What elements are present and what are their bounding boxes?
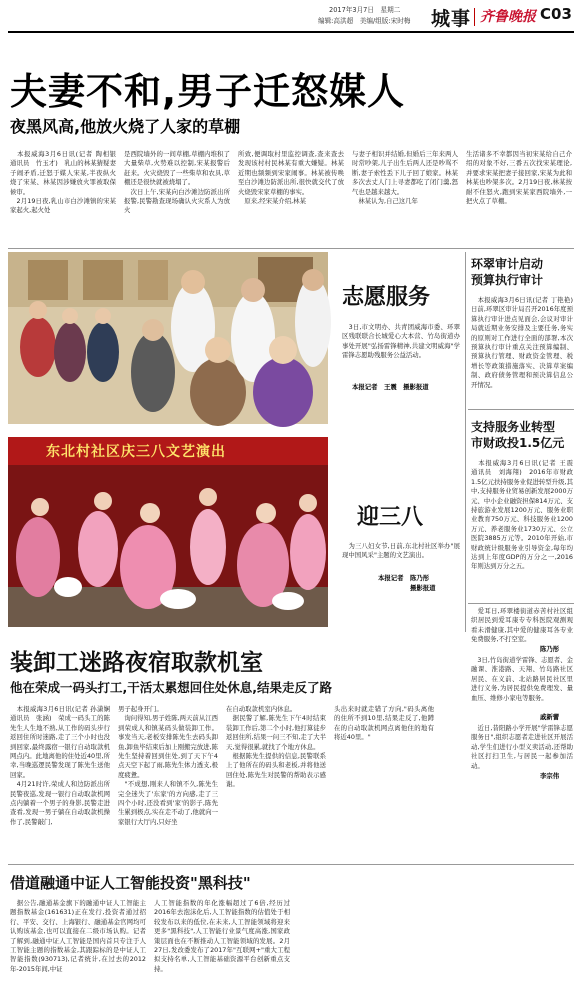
story1-col2: 是西院墙外的一间草棚,草棚内堆积了大量柴草,火势难以控制,宋某报警后赶来。火灾烧毁了一些柴草和农具,草棚还是很快就被烧塌了。 次日上午,宋某向白沙滩边防派出所报警,民警勘查现场确认火灾系人为放火	[124, 150, 230, 215]
masthead-rule	[8, 31, 574, 33]
page-number: C03	[540, 5, 572, 23]
story1-col4: 与妻子相识并结婚,但婚后三年来两人时常吵架,儿子出生后两人还是吵骂不断,妻子索性丢下儿子回了娘家。林某多次去丈人门上寻妻都吃了闭门羹,怒气也是越来越大。 林某认为,自己这几年	[352, 150, 458, 206]
story4-subhead: 他在荣成一码头打工,干活太累想回住处休息,结果走反了路	[10, 680, 332, 695]
story3-credit2: 摄影报道	[410, 584, 436, 592]
story5-col2: 人工智能指数的年化涨幅超过了6倍,经历过2016年去泡沫化后,人工智能指数的估值处于相较发布以来的低位,在未来,人工智能领域将迎来更多"黑科技",人工智能行业景气度高涨,国家政策层面也在不断推动人工智能领域的发展。2月27日,发改委发布了2017年"互联网+"重大工程拟支持名单,人工智能基础资源平台创新重点支持。	[154, 899, 290, 973]
right-col-divider	[465, 252, 466, 632]
story2-caption: 3日,市文明办、共青团威海市委、环翠区残联联合长城爱心大本营、竹岛街道办事处开展"弘扬雷锋精神,共建文明威海"学雷锋志愿助残服务公益活动。	[342, 323, 460, 360]
dance-photo	[8, 437, 328, 627]
story4-col4: 头出来时就走错了方向,"码头离他的住所不到10里,结果走反了,他蹲在的自动取款机网点离他住的地有将近40里。"	[334, 705, 434, 742]
story1-col3: 所致,便调取村里监控调查,查来查去发现该村村民林某有重大嫌疑。林某近期也频频到宋家闹事。林某被传唤至白沙滩边防派出所,很快就交代了放火烧毁宋家草棚的事实。 原来,经宋某介绍,林某	[238, 150, 344, 206]
right-c-body: 爱耳日,环翠楼街道赤苦村社区组织居民到爱耳康专专科医院观测观看未滑健康,其中爱的健康耳各专业免费服务,不打空室。	[471, 607, 573, 644]
right-c-body2: 3日,竹岛街道学雷锋、志愿者、金融课、淮港路、天翔、竹岛路社区居民、在义前、北站路居民社区里进行义务,为居民提供免费理发、量血压、维修小家电等服务。	[471, 656, 573, 702]
story4-col1: 本报威海3月6日讯(记者 孙潇娴 通讯员 张涵) 荣成一码头工的陈先生人生地不熟,从工作的码头步行返回住所时迷路,走了三个小时也没到回家,最终露宿一银行自动取款机网点内。此地离他的住处近40里,所幸,当晚巡逻民警发现了陈先生送他回家。 4月21时许,荣成人和边防派出所民警夜巡,发现一银行自动取款机网点内躺着一个男子的身影,民警走进查看,发现一男子躺在自动取款机操作了,民警敲门,	[10, 705, 110, 826]
story1-col5: 生活诸多不幸都因当初宋某给自己介绍的对象不好,三番五次找宋某理论,并要求宋某把妻子接回家,宋某为此和林某也吵架多次。2月19日夜,林某按耐不住怒火,跑到宋某家西院墙外,一把火点了草棚。	[466, 150, 572, 206]
right-c-credit2: 戚新蕾	[540, 713, 560, 721]
dance-banner-text: 东北村社区庆三八文艺演出	[46, 444, 226, 460]
story3-caption: 为三八妇女节,日前,东北村社区举办"展现中国风采"主题的文艺演出。	[342, 542, 460, 560]
right-b-headline-1: 支持服务业转型	[471, 420, 556, 434]
story1-headline: 夫妻不和,男子迁怒媒人	[10, 70, 406, 113]
story2-credit: 本报记者 王震 摄影报道	[352, 383, 429, 391]
story5-headline: 借道融通中证人工智能投资"黑科技"	[10, 874, 251, 892]
right-a-rule	[468, 409, 574, 410]
story4-bottom-rule	[8, 864, 574, 865]
story3-headline: 迎三八	[357, 505, 424, 530]
right-c-credit3: 李宗伟	[540, 772, 560, 780]
right-c-credit: 陈乃彤	[540, 645, 560, 653]
story1-bottom-rule	[8, 248, 574, 249]
right-b-body: 本报威海3月6日讯(记者 王震 通讯员 刘海翔) 2016年市财政1.5亿元扶持服务业促进转型升级,其中,支持服务业贸易创新发展2000万元、中小企业融资担保814万元、支持旅游业发展1200万元、服务业职业教育750万元、科技服务业1200万元、养老服务业1730万元、公立医院3885万元等。2010年开始,市财政统计级服务业引导资金,每年均达到上年度GDP的万分之一,2016年则达到万分之五。	[471, 459, 580, 571]
story4-col2: 男子起身开门。 询问得知,男子姓陈,两天前从江西到荣成人和镇某码头做装卸工作。事发当天,老板安排陈先生去码头卸鱼,卸鱼毕结束后加上刚搬完放进,陈先生坚持着回到住处,到了天下午4点天空下起了雨,陈先生体力透支,极度疲惫。 "不成想,刚来人和镇不久,陈先生完全迷失了'东家'的方向感,走了三四个小时,还没看到'家'的影子,陈先生累到极点,实在走不动了,他就向一家银行大厅内,只好坐	[118, 705, 218, 826]
story5-col1: 据公告,融通基金旗下的融通中证人工智能主题指数基金(161631)正在发行,投资者通过招行、平安、交行、上海银行、融通基金官网均可认购该基金,也可以直接在二级市场认购。记者了解到,融通中证人工智能是国内首只专注于人工智能主题的指数基金,其跟踪标的是中证人工智能指数(930713),记者统计,在过去的2012年-2015年间,中证	[10, 899, 146, 973]
right-b-headline-2: 市财政投1.5亿元	[471, 436, 565, 450]
right-a-headline-2: 预算执行审计	[471, 273, 544, 287]
story2-headline: 志愿服务	[342, 285, 431, 310]
editors-line: 编辑:高洪超 美编/组版:宋时梅	[318, 17, 411, 25]
right-a-headline-1: 环翠审计启动	[471, 257, 544, 271]
story1-subhead: 夜黑风高,他放火烧了人家的草棚	[10, 117, 241, 136]
date-line: 2017年3月7日 星期二	[329, 6, 401, 14]
right-c-body3: 近日,昔阳路小学开展"学雷锋志愿服务日",组织志愿者走进社区开展活动,学生们进行小型义卖活动,还帮助社区打扫卫生,与居民一起参加活动。	[471, 724, 573, 770]
section-divider	[474, 8, 475, 26]
right-b-rule	[468, 603, 574, 604]
paper-name-logo: 齐鲁晚报	[480, 9, 536, 25]
story4-col3: 在自动取款机室内休息。 据民警了解,陈先生下午4时结束装卸工作后,第二个小时,他打算徒步返回住所,结果一问三不知,走了大半天,觉得很累,就找了个地方休息。 根据陈先生提供的信息,民警联系上了他所在的码头和老板,并将他送回住处,陈先生对民警的帮助表示感谢。	[226, 705, 326, 789]
story3-credit1: 本报记者 陈乃彤	[378, 574, 430, 582]
volunteer-photo	[8, 252, 328, 424]
story1-col1: 本报威海3月6日讯(记者 陶相银 通讯员 竹玉才) 乳山的林某猜疑妻子闹矛盾,迁怒于媒人宋某,半夜纵火烧了宋某、林某因涉嫌放火罪被取保候审。 2月19日夜,乳山市白沙滩镇的宋某家起火,起火处	[10, 150, 116, 215]
story4-headline: 装卸工迷路夜宿取款机室	[10, 650, 263, 676]
right-a-body: 本报威海3月6日讯(记者 丁艳艳) 日前,环翠区审计局召开2016年度预算执行审计进点见面会,会议对审计局就近期业务安排及主要任务,务实的原则对工作进行全面的部署,本次预算执行审计重点关注预算编制、预算执行管理、财政资金管理、税增长等政策措施落实、决算草案编制、政府债务管理和预决算信息公开情况。	[471, 296, 580, 389]
section-name: 城事	[431, 8, 472, 30]
